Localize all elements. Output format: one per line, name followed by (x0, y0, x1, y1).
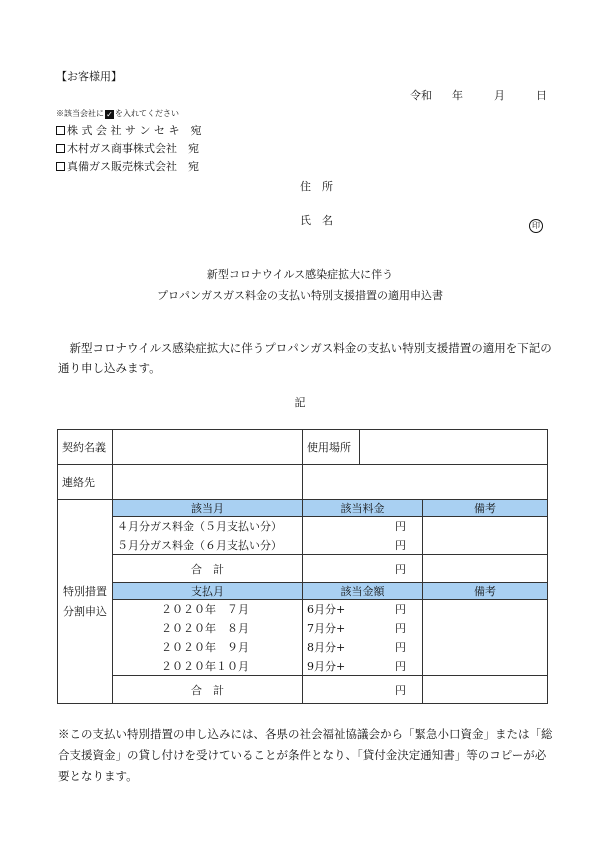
company-name: 株 式 会 社 サ ン セ キ 宛 (67, 124, 202, 137)
body-paragraph: 新型コロナウイルス感染症拡大に伴うプロパンガス料金の支払い特別支援措置の適用を下記の通り申し込みます。 (58, 341, 552, 375)
company-name: 真備ガス販売株式会社 宛 (67, 160, 199, 173)
address-label: 住 所 (300, 180, 333, 193)
fee-row-value[interactable]: 円 (303, 536, 423, 555)
fee-row-remarks[interactable] (423, 536, 548, 555)
payment-remarks[interactable] (423, 619, 548, 638)
header-amount: 該当金額 (303, 583, 423, 600)
payment-month: ２０２０年 ９月 (113, 638, 303, 657)
date-month: 月 (494, 89, 505, 102)
usage-place-field[interactable] (360, 430, 548, 465)
total-remarks[interactable] (423, 555, 548, 583)
header-remarks-2: 備考 (423, 583, 548, 600)
checkbox-icon[interactable] (56, 126, 65, 135)
date-day: 日 (536, 89, 547, 102)
contract-name-field[interactable] (113, 430, 303, 465)
seal-icon: 印 (529, 213, 543, 233)
date-era: 令和 (410, 89, 432, 102)
ki-heading: 記 (294, 396, 306, 409)
company-option-2[interactable] (56, 140, 199, 156)
company-option-3[interactable] (56, 158, 199, 174)
instruction-after: を入れてください (115, 109, 179, 118)
payment-month: ２０２０年 ８月 (113, 619, 303, 638)
payment-month: ２０２０年 ７月 (113, 600, 303, 619)
payment-amount[interactable]: 9月分+ 円 (303, 657, 423, 676)
payment-remarks[interactable] (423, 638, 548, 657)
date-year: 年 (452, 89, 463, 102)
total-value-2[interactable]: 円 (303, 676, 423, 704)
contract-name-label: 契約名義 (58, 430, 113, 465)
header-payment-month: 支払月 (113, 583, 303, 600)
check-mark-icon: ✓ (106, 110, 113, 119)
header-target-month: 該当月 (113, 500, 303, 517)
usage-place-label: 使用場所 (303, 430, 360, 465)
total-label: 合 計 (113, 555, 303, 583)
header-remarks: 備考 (423, 500, 548, 517)
total-label-2: 合 計 (113, 676, 303, 704)
instruction (56, 108, 179, 119)
title-line-1: 新型コロナウイルス感染症拡大に伴う (206, 268, 394, 281)
contact-field[interactable] (113, 465, 303, 500)
fee-row-label: ５月分ガス料金（６月支払い分） (113, 536, 303, 555)
total-remarks-2[interactable] (423, 676, 548, 704)
contact-label: 連絡先 (58, 465, 113, 500)
contact-field-extra[interactable] (303, 465, 548, 500)
total-value[interactable]: 円 (303, 555, 423, 583)
special-measure-label: 特別措置 分割申込 (58, 500, 113, 704)
application-table (57, 429, 548, 704)
fee-row-value[interactable]: 円 (303, 517, 423, 536)
company-name: 木村ガス商事株式会社 宛 (67, 142, 199, 155)
customer-label: 【お客様用】 (56, 70, 122, 83)
company-option-1[interactable] (56, 122, 201, 138)
payment-amount[interactable]: 7月分+ 円 (303, 619, 423, 638)
payment-amount[interactable]: 6月分+ 円 (303, 600, 423, 619)
payment-remarks[interactable] (423, 657, 548, 676)
title-line-2: プロパンガスガス料金の支払い特別支援措置の適用申込書 (157, 289, 443, 302)
name-label: 氏 名 (300, 214, 333, 227)
instruction-before: ※該当会社に (56, 109, 104, 118)
header-target-fee: 該当料金 (303, 500, 423, 517)
payment-amount[interactable]: 8月分+ 円 (303, 638, 423, 657)
payment-remarks[interactable] (423, 600, 548, 619)
checkbox-icon[interactable] (56, 162, 65, 171)
payment-month: ２０２０年１０月 (113, 657, 303, 676)
footnote: ※この支払い特別措置の申し込みには、各県の社会福祉協議会から「緊急小口資金」または「総合支援資金」の貸し付けを受けていることが条件となり、「貸付金決定通知書」等のコピーが必要となります。 (58, 727, 553, 783)
fee-row-label: ４月分ガス料金（５月支払い分） (113, 517, 303, 536)
checkbox-icon[interactable] (56, 144, 65, 153)
fee-row-remarks[interactable] (423, 517, 548, 536)
